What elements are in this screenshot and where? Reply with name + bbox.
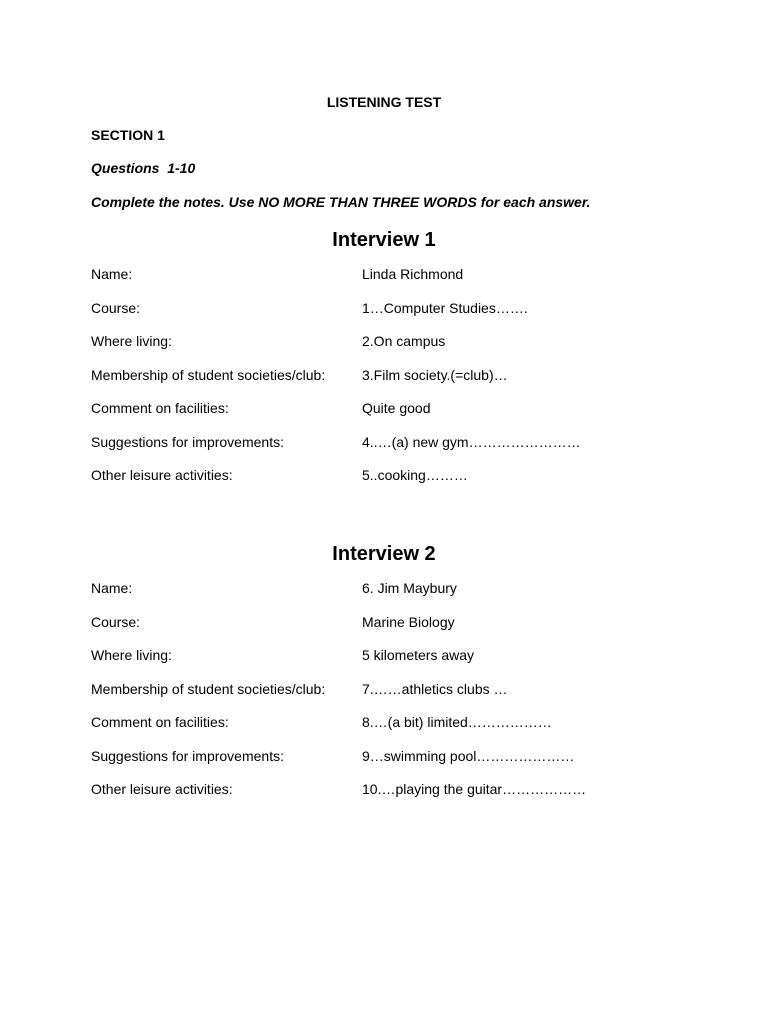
interview-2: [0, 540, 768, 815]
note-label: Where living:: [91, 647, 172, 663]
note-label: Where living:: [91, 333, 172, 349]
note-answer: 8.…(a bit) limited………………: [362, 714, 552, 730]
note-row-where-living: [0, 647, 768, 681]
note-row-comment-facilities: [0, 714, 768, 748]
note-row-name: [0, 580, 768, 614]
note-answer: 7.……athletics clubs …: [362, 680, 508, 697]
note-row-leisure: [0, 467, 768, 501]
note-row-where-living: [0, 333, 768, 367]
questions-range: Questions 1-10: [91, 160, 196, 176]
note-label: Comment on facilities:: [91, 714, 229, 730]
interview-notes: [0, 580, 768, 815]
interview-heading: Interview 1: [332, 229, 436, 251]
interview-1: [0, 226, 768, 501]
note-answer: 2.On campus: [362, 333, 446, 349]
note-row-suggestions: [0, 434, 768, 468]
note-label: Suggestions for improvements:: [91, 747, 284, 764]
note-answer: Quite good: [362, 400, 431, 416]
note-label: Other leisure activities:: [91, 467, 233, 483]
note-label: Name:: [91, 266, 133, 282]
note-row-suggestions: [0, 748, 768, 782]
note-answer: Linda Richmond: [362, 266, 464, 282]
note-row-membership: [0, 367, 768, 401]
note-row-course: [0, 614, 768, 648]
note-label: Name:: [91, 580, 133, 596]
note-label: Membership of student societies/club:: [91, 680, 326, 697]
page-title: LISTENING TEST: [326, 94, 442, 110]
note-label: Other leisure activities:: [91, 781, 233, 797]
note-label: Course:: [91, 613, 141, 630]
note-label: Suggestions for improvements:: [91, 433, 284, 450]
note-answer: 10.…playing the guitar………………: [362, 781, 587, 797]
note-row-course: [0, 300, 768, 334]
note-answer: Marine Biology: [362, 613, 455, 630]
note-answer: 4..…(a) new gym……………………: [362, 433, 581, 450]
note-row-comment-facilities: [0, 400, 768, 434]
note-row-leisure: [0, 781, 768, 815]
note-answer: 5..cooking………: [362, 467, 468, 483]
note-row-name: [0, 266, 768, 300]
interview-heading: Interview 2: [332, 543, 436, 565]
note-answer: 3.Film society.(=club)…: [362, 366, 508, 383]
note-answer: 1…Computer Studies…….: [362, 299, 528, 316]
note-label: Course:: [91, 299, 141, 316]
note-answer: 6. Jim Maybury: [362, 580, 457, 596]
note-answer: 9…swimming pool…………………: [362, 747, 575, 764]
note-row-membership: [0, 681, 768, 715]
section-label: SECTION 1: [91, 127, 165, 143]
note-answer: 5 kilometers away: [362, 647, 475, 663]
note-label: Membership of student societies/club:: [91, 366, 326, 383]
instructions: Complete the notes. Use NO MORE THAN THREE WORDS for each answer.: [91, 194, 591, 210]
note-label: Comment on facilities:: [91, 400, 229, 416]
interview-notes: [0, 266, 768, 501]
